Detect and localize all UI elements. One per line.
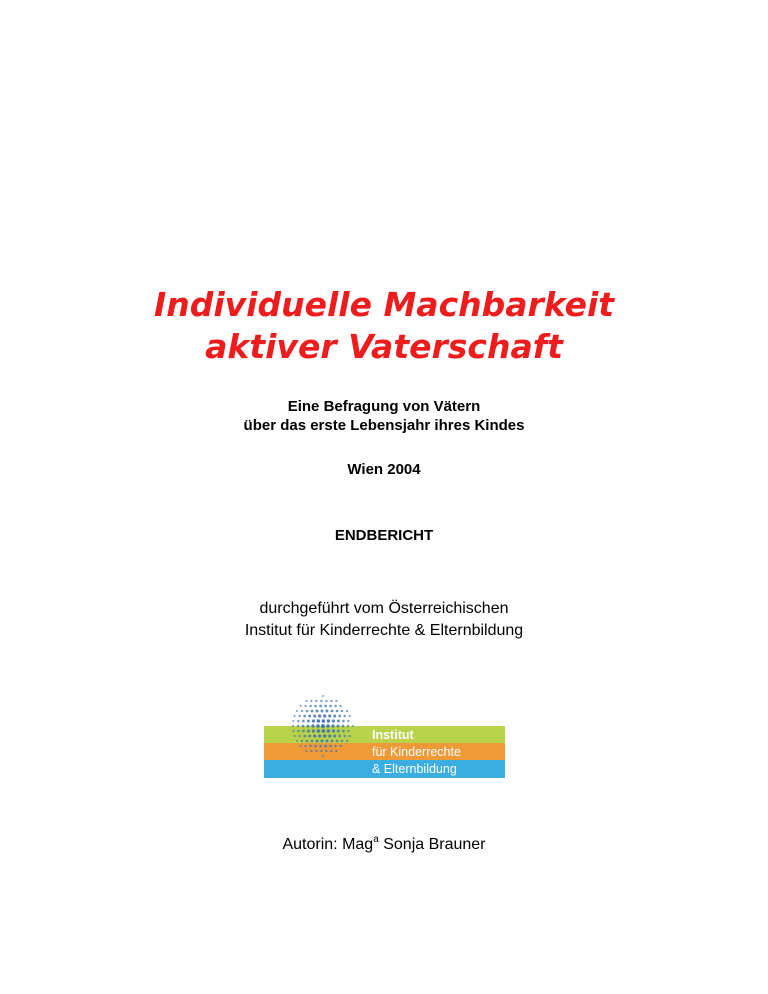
globe-icon	[290, 694, 356, 758]
author-name: Sonja Brauner	[383, 836, 486, 853]
subtitle-line-2: über das erste Lebensjahr ihres Kindes	[243, 417, 525, 434]
title-line-1: Individuelle Machbarkeit	[153, 285, 615, 324]
document-title	[0, 284, 768, 368]
title-line-2: aktiver Vaterschaft	[205, 327, 563, 366]
executed-by-line-1: durchgeführt vom Österreichischen	[259, 600, 509, 617]
institute-logo	[262, 694, 505, 778]
author-prefix: Autorin: Mag	[282, 836, 374, 853]
report-type: ENDBERICHT	[334, 527, 434, 544]
document-subtitle	[0, 397, 768, 435]
executed-by	[0, 598, 768, 642]
executed-by-line-2: Institut für Kinderrechte & Elternbildung	[244, 622, 524, 639]
author-line	[0, 834, 768, 856]
place-year: Wien 2004	[347, 461, 421, 478]
logo-text-line-3: & Elternbildung	[372, 762, 457, 776]
logo-text-line-1: Institut	[372, 728, 414, 742]
subtitle-line-1: Eine Befragung von Vätern	[287, 398, 481, 415]
author-superscript: a	[373, 834, 379, 845]
logo-text-line-2: für Kinderrechte	[372, 745, 461, 759]
